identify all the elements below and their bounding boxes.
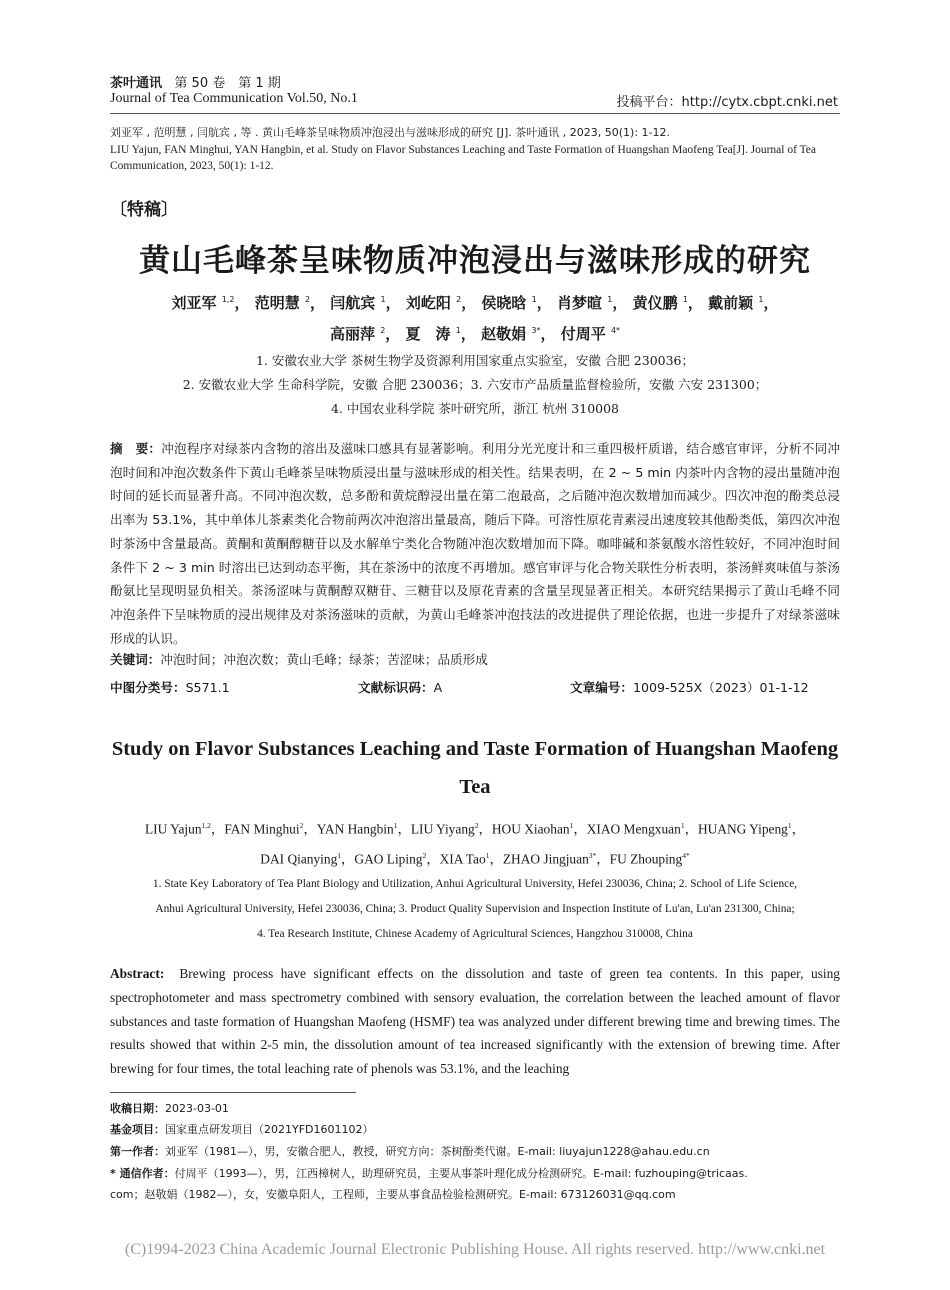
authors-en-line-1: LIU Yajun$^{1,2}$，FAN Minghui$^2$，YAN Hangbin$^1$，LIU Yiyang$^2$，HOU Xiaohan$^1$，XIAO Mengxuan$^1$，HUANG Yipeng$^1$， [145, 821, 805, 837]
abstract-en-label: Abstract: [110, 966, 165, 981]
article-number [570, 677, 809, 696]
authors-cn-line-1: 刘亚军 $^{1,2}$， 范明慧 $^2$， 闫航宾 $^1$， 刘屹阳 $^2$， 侯晓晗 $^1$， 肖梦暄 $^1$， 黄仪鹏 $^1$， 戴前颖 $^1$， [171, 294, 779, 312]
journal-name-cn: 茶叶通讯 [110, 76, 163, 91]
author-en-sup: 1 [569, 821, 574, 830]
keywords-cn-text: 冲泡时间；冲泡次数；黄山毛峰；绿茶；苦涩味；品质形成 [160, 652, 488, 667]
author-en: XIA Tao [439, 851, 486, 867]
author-en-sup: 4* [682, 851, 690, 860]
affiliation-en: 4. Tea Research Institute, Chinese Academy of Agricultural Sciences, Hangzhou 310008, China [257, 928, 693, 940]
received-label: 收稿日期： [110, 1102, 165, 1115]
author-en: HOU Xiaohan [491, 821, 570, 837]
author-cn-sup: 1 [380, 295, 386, 304]
first-author-label: 第一作者： [110, 1145, 165, 1158]
author-cn-sup: 4* [610, 326, 621, 335]
authors-en-line-2: DAI Qianying$^1$，GAO Liping$^2$，XIA Tao$^1$，ZHAO Jingjuan$^{3*}$，FU Zhouping$^{4*}$ [260, 851, 690, 867]
keywords-cn-label: 关键词： [110, 652, 161, 667]
clc-value: S571.1 [185, 680, 230, 695]
author-cn-sup: 1 [455, 326, 461, 335]
corresponding-label: * 通信作者： [110, 1167, 175, 1180]
author-en-sup: 2 [422, 851, 427, 860]
clc-label: 中图分类号： [110, 680, 186, 695]
footnote-corresponding-cont: com；赵敬娟（1982—），女，安徽阜阳人，工程师，主要从事食品检验检测研究。E-mail: 673126031@qq.com [110, 1188, 676, 1201]
author-en-sup: 3* [588, 851, 597, 860]
footnote-corresponding [110, 1164, 840, 1185]
author-en: LIU Yiyang [410, 821, 475, 837]
copyright-notice: (C)1994-2023 China Academic Journal Electronic Publishing House. All rights reserved. http://www.cnki.net [124, 1241, 826, 1258]
journal-header-en: Journal of Tea Communication Vol.50, No.1 [110, 91, 358, 106]
keywords-cn [110, 649, 840, 668]
author-en-sup: 2 [299, 821, 304, 830]
author-cn: 侯晓晗 [481, 294, 527, 312]
author-en-sup: 1 [680, 821, 685, 830]
citation-en: LIU Yajun, FAN Minghui, YAN Hangbin, et al. Study on Flavor Substances Leaching and Taste Formation of Huangshan Maofeng Tea[J]. Journal of Tea Communication, 2023, 50(1): 1-12. [110, 144, 817, 172]
article-number-label: 文章编号： [570, 680, 633, 695]
received-date: 2023-03-01 [165, 1102, 229, 1115]
author-cn-sup: 1 [758, 295, 764, 304]
author-en: HUANG Yipeng [697, 821, 788, 837]
corresponding-value: 付周平（1993—），男，江西樟树人，助理研究员，主要从事茶叶理化成分检测研究。E-mail: fuzhouping@tricaas. [174, 1167, 748, 1180]
doc-code-value: A [433, 680, 443, 695]
document-code [358, 677, 442, 696]
fund-label: 基金项目： [110, 1123, 165, 1136]
abstract-en-text: Brewing process have significant effects on the dissolution and taste of green tea contents. In this paper, using spectrophotometer and mass spectrometry combined with sensory evaluation, the correlation between the leached amount of flavor substances and taste formation of Huangshan Maofeng (HSMF) tea was analyzed under different brewing time and brewing times. The results showed that within 2-5 min, the dissolution amount of tea increased significantly with the extension of brewing time. After brewing for four times, the total leaching rate of phenols was 53.1%, and the leaching [110, 966, 840, 1077]
author-cn-sup: 3* [531, 326, 541, 335]
author-en: XIAO Mengxuan [586, 821, 681, 837]
abstract-cn-label: 摘 要： [110, 441, 162, 456]
footnote-fund [110, 1120, 840, 1141]
author-cn: 闫航宾 [330, 294, 376, 312]
author-en-sup: 2 [474, 821, 479, 830]
author-cn: 黄仪鹏 [632, 294, 678, 312]
author-en: FU Zhouping [609, 851, 683, 867]
author-cn: 刘屹阳 [405, 294, 451, 312]
fund-value: 国家重点研发项目（2021YFD1601102） [165, 1123, 374, 1136]
affiliation-cn: 2. 安徽农业大学 生命科学院，安徽 合肥 230036；3. 六安市产品质量监督检验所，安徽 六安 231300； [182, 377, 768, 392]
title-en: Study on Flavor Substances Leaching and Taste Formation of Huangshan Maofeng Tea [111, 738, 839, 798]
author-cn: 刘亚军 [171, 294, 217, 312]
footnote-first-author [110, 1142, 840, 1163]
first-author-value: 刘亚军（1981—），男，安徽合肥人，教授，研究方向：茶树酚类代谢。E-mail: liuyajun1228@ahau.edu.cn [165, 1145, 710, 1158]
author-cn: 付周平 [560, 325, 606, 343]
submission-platform-link[interactable]: 投稿平台：http://cytx.cbpt.cnki.net [616, 95, 838, 110]
footnote-received [110, 1099, 840, 1120]
author-cn-sup: 1 [682, 295, 688, 304]
affiliation-en: 1. State Key Laboratory of Tea Plant Biology and Utilization, Anhui Agricultural University, Hefei 230036, China; 2. School of Life Science, [152, 878, 798, 890]
abstract-cn [110, 437, 840, 650]
author-en-sup: 1 [787, 821, 792, 830]
author-cn-sup: 1 [607, 295, 613, 304]
author-en-sup: 1,2 [201, 821, 211, 830]
article-number-value: 1009-525X（2023）01-1-12 [632, 680, 809, 695]
author-en: LIU Yajun [145, 821, 202, 837]
author-cn-sup: 1 [531, 295, 537, 304]
abstract-cn-text: 冲泡程序对绿茶内含物的溶出及滋味口感具有显著影响。利用分光光度计和三重四极杆质谱，结合感官审评，分析不同冲泡时间和冲泡次数条件下黄山毛峰茶呈味物质浸出量与滋味形成的相关性。结果表明，在 2 ~ 5 min 内茶叶内含物的浸出量随冲泡时间的延长而显著升高。不同冲泡次数，总多酚和黄烷醇浸出量在第二泡最高，之后随冲泡次数增加而减少。四次冲泡的酚类总浸出率为 53.1%，其中单体儿茶素类化合物前两次冲泡溶出量最高，随后下降。可溶性原花青素浸出速度较其他酚类低，第四次冲泡时茶汤中含量最高。黄酮和黄酮醇糖苷以及水解单宁类化合物随冲泡次数增加而下降。咖啡碱和茶氨酸水溶性较好，不同冲泡时间条件下 2 ~ 3 min 时溶出已达到动态平衡，其在茶汤中的浓度不再增加。感官审评与化合物关联性分析表明，茶汤鲜爽味值与茶汤酚氨比呈现明显负相关。茶汤涩味与黄酮醇双糖苷、三糖苷以及原花青素的含量呈现显著正相关。本研究结果揭示了黄山毛峰不同冲泡条件下呈味物质的浸出规律及对茶汤滋味的贡献，为黄山毛峰茶冲泡技法的改进提供了理论依据，也进一步提升了对绿茶滋味形成的认识。 [110, 441, 841, 646]
doc-code-label: 文献标识码： [358, 680, 434, 695]
author-en-sup: 1 [393, 821, 398, 830]
author-cn: 赵敬娟 [481, 325, 527, 343]
author-en: FAN Minghui [224, 821, 300, 837]
authors-cn-line-2: 高丽萍 $^2$， 夏 涛 $^1$， 赵敬娟 $^{3*}$， 付周平 $^{4*}$ [329, 325, 621, 343]
title-cn: 黄山毛峰茶呈味物质冲泡浸出与滋味形成的研究 [139, 243, 811, 279]
author-cn-sup: 1,2 [221, 295, 235, 304]
author-en: GAO Liping [354, 851, 423, 867]
journal-header-cn [110, 72, 281, 91]
author-en: YAN Hangbin [316, 821, 394, 837]
author-en-sup: 1 [337, 851, 342, 860]
author-cn-sup: 2 [456, 295, 462, 304]
column-tag: 〔特稿〕 [110, 200, 178, 220]
header-divider [110, 113, 840, 114]
author-cn-sup: 2 [380, 326, 386, 335]
journal-volume-cn: 第 50 卷 第 1 期 [174, 76, 281, 91]
author-en-sup: 1 [485, 851, 490, 860]
author-cn: 戴前颖 [708, 294, 754, 312]
footnote-divider [110, 1092, 356, 1093]
abstract-en [110, 962, 840, 1081]
author-cn: 肖梦暄 [557, 294, 603, 312]
author-cn: 高丽萍 [329, 325, 375, 343]
author-cn: 夏 涛 [405, 325, 451, 343]
affiliation-en: Anhui Agricultural University, Hefei 230036, China; 3. Product Quality Supervision and Inspection Institute of Lu'an, Lu'an 231300, China; [155, 903, 795, 915]
author-en: DAI Qianying [260, 851, 338, 867]
author-cn-sup: 2 [304, 295, 311, 304]
clc-number [110, 677, 230, 696]
affiliation-cn: 4. 中国农业科学院 茶叶研究所，浙江 杭州 310008 [330, 401, 620, 416]
citation-cn: 刘亚军 , 范明慧 , 闫航宾 , 等 . 黄山毛峰茶呈味物质冲泡浸出与滋味形成的研究 [J]. 茶叶通讯 , 2023, 50(1): 1-12. [110, 126, 670, 139]
author-cn: 范明慧 [254, 294, 300, 312]
affiliation-cn: 1. 安徽农业大学 茶树生物学及资源利用国家重点实验室，安徽 合肥 230036； [255, 353, 695, 368]
author-en: ZHAO Jingjuan [502, 851, 589, 867]
